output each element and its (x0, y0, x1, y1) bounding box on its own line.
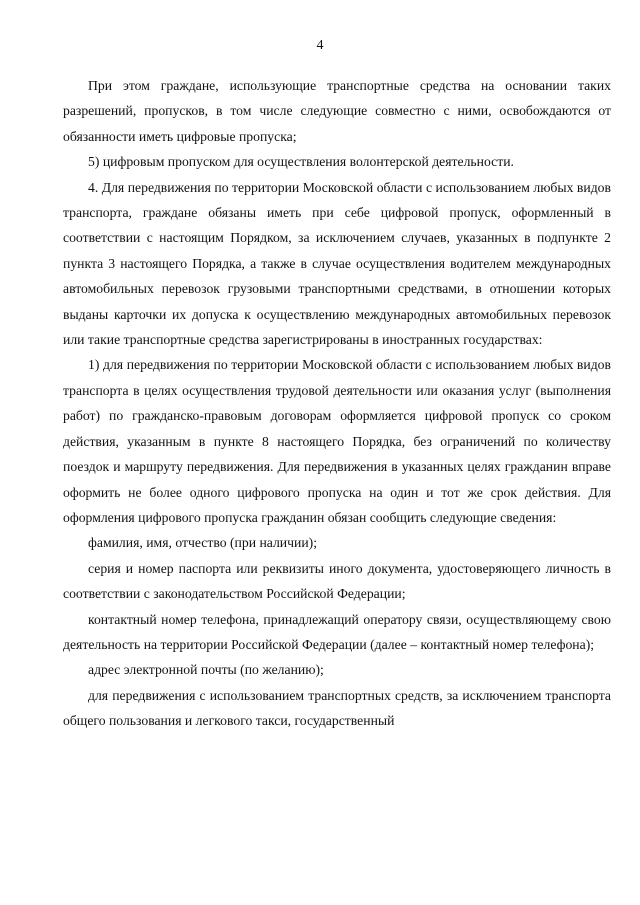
document-body (63, 73, 611, 734)
paragraph-permits-exemption: При этом граждане, использующие транспортные средства на основании таких разрешений, пропусков, в том числе следующие совместно с ними, освобождаются от обязанности иметь цифровые пропуска; (63, 78, 611, 144)
paragraph-section-4: 4. Для передвижения по территории Московской области с использованием любых видов транспорта, граждане обязаны иметь при себе цифровой пропуск, оформленный в соответствии с настоящим Порядком, за исключением случаев, указанных в подпункте 2 пункта 3 настоящего Порядка, а также в случае осуществления водителем международных автомобильных перевозок грузовыми транспортными средствами, в отношении которых выданы карточки их допуска к осуществлению международных автомобильных перевозок или такие транспортные средства зарегистрированы в иностранных государствах: (63, 179, 611, 348)
page-number: 4 (316, 38, 324, 53)
paragraph-email: адрес электронной почты (по желанию); (88, 662, 324, 678)
paragraph-volunteer-pass: 5) цифровым пропуском для осуществления волонтерской деятельности. (88, 154, 514, 170)
paragraph-passport: серия и номер паспорта или реквизиты иного документа, удостоверяющего личность в соответствии с законодательством Российской Федерации; (63, 560, 611, 602)
paragraph-full-name: фамилия, имя, отчество (при наличии); (88, 535, 318, 551)
paragraph-phone: контактный номер телефона, принадлежащий оператору связи, осуществляющему свою деятельность на территории Российской Федерации (далее – контактный номер телефона); (63, 611, 611, 652)
paragraph-vehicle: для передвижения с использованием транспортных средств, за исключением транспорта общего пользования и легкового такси, государственный (63, 687, 611, 729)
paragraph-subsection-1: 1) для передвижения по территории Московской области с использованием любых видов транспорта в целях осуществления трудовой деятельности или оказания услуг (выполнения работ) по гражданско-правовым договорам оформляется цифровой пропуск со сроком действия, указанным в пункте 8 настоящего Порядка, без ограничений по количеству поездок и маршруту передвижения. Для передвижения в указанных целях гражданин вправе оформить не более одного цифрового пропуска на один и тот же срок действия. Для оформления цифрового пропуска гражданин обязан сообщить следующие сведения: (63, 357, 611, 525)
